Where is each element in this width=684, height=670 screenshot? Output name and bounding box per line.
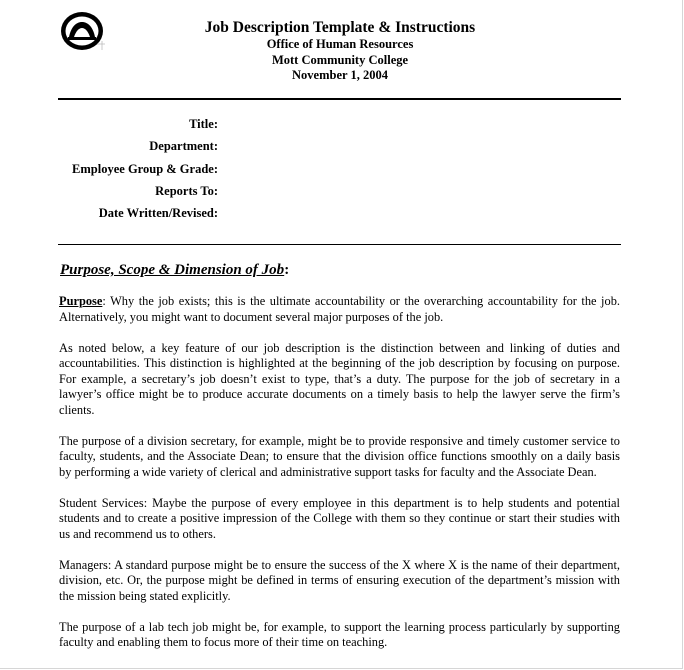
paragraph-managers: Managers: A standard purpose might be to ensure the success of the X where X is the name of their department, division, etc. Or, the purpose might be defined in terms of ensuring execution of the department’s mission with the mission being stated explicitly. bbox=[59, 557, 620, 603]
document-header bbox=[110, 19, 570, 84]
section-heading-text: Purpose, Scope & Dimension of Job bbox=[60, 262, 285, 278]
section-heading bbox=[60, 262, 289, 279]
office-name: Office of Human Resources bbox=[266, 37, 414, 51]
paragraph-duties-accountabilities: As noted below, a key feature of our job description is the distinction between and linking of duties and accountabilities. This distinction is highlighted at the beginning of the job description by focusing on purpose. For example, a secretary’s job doesn’t exist to type, that’s a duty. The purpose for the job of secretary in a lawyer’s office might be to produce accurate documents on a timely basis to help the lawyer serve the firm’s clients. bbox=[59, 340, 620, 417]
field-label-department: Department: bbox=[149, 139, 218, 154]
body-text bbox=[59, 294, 620, 666]
field-label-employee-group: Employee Group & Grade: bbox=[72, 161, 218, 176]
purpose-text: : Why the job exists; this is the ultimate accountability or the overarching accountability for the job. Alternatively, you might want to document several major purposes of the job. bbox=[59, 294, 620, 324]
job-fields bbox=[58, 116, 218, 227]
header-divider bbox=[58, 98, 621, 100]
fields-divider bbox=[58, 244, 621, 245]
section-heading-colon: : bbox=[284, 262, 290, 278]
purpose-label: Purpose bbox=[59, 294, 103, 308]
paragraph-lab-tech: The purpose of a lab tech job might be, for example, to support the learning process particularly by supporting faculty and enabling them to focus more of their time on teaching. bbox=[59, 619, 620, 649]
document-date: November 1, 2004 bbox=[292, 68, 388, 82]
paragraph-division-secretary: The purpose of a division secretary, for example, might be to provide responsive and timely customer service to faculty, students, and the Associate Dean; to ensure that the division office functions smoothly on a daily basis by performing a wide variety of clerical and administrative support tasks for faculty and the Associate Dean. bbox=[59, 433, 620, 479]
college-seal-logo bbox=[58, 10, 108, 52]
field-label-date-written: Date Written/Revised: bbox=[98, 206, 218, 221]
field-label-title: Title: bbox=[189, 117, 218, 131]
college-name: Mott Community College bbox=[271, 52, 409, 67]
paragraph-purpose bbox=[59, 294, 620, 325]
document-title: Job Description Template & Instructions bbox=[204, 19, 476, 36]
field-label-reports-to: Reports To: bbox=[155, 183, 218, 198]
paragraph-student-services: Student Services: Maybe the purpose of every employee in this department is to help students and potential students and to create a positive impression of the College with them so they continue or start their studies with us and recommend us to others. bbox=[59, 495, 620, 541]
